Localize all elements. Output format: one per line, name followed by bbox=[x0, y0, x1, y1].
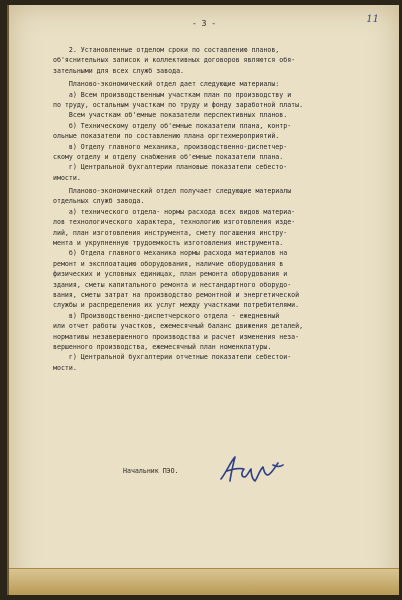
text-line: вания, сметы затрат на производство ремонтной и энергетической bbox=[53, 290, 300, 299]
text-line: Всем участкам об'емные показатели перспективных планов. bbox=[53, 111, 288, 120]
text-line: отдельных служб завода. bbox=[53, 197, 145, 206]
text-line: зательными для всех служб завода. bbox=[53, 66, 185, 75]
text-line: Планово-экономический отдел получает следующие материалы bbox=[53, 187, 292, 196]
text-line: вершенного производства, ежемесячный план номенклатуры. bbox=[53, 342, 272, 351]
text-line: Планово-экономический отдел дает следующие материалы: bbox=[53, 80, 280, 89]
paragraph bbox=[53, 248, 383, 310]
text-line: лий, план изготовления инструмента, смету погашения инстру- bbox=[53, 228, 288, 237]
document-body bbox=[53, 45, 383, 373]
text-line: в) Производственно-диспетчерского отдела - ежедневный bbox=[53, 311, 280, 320]
text-line: в) Отделу главного механика, производственно-диспетчер- bbox=[53, 142, 288, 151]
text-line: нормативы незавершенного производства и расчет изменения неза- bbox=[53, 332, 300, 341]
signature-label: Начальник ПЭО. bbox=[123, 467, 179, 475]
handwritten-signature bbox=[217, 453, 287, 487]
text-line: г) Центральной бухгалтерии отчетные показатели себестои- bbox=[53, 353, 292, 362]
text-line: ремонт и эксплоатацию оборудования, наличие оборудования в bbox=[53, 259, 284, 268]
paragraph bbox=[53, 186, 383, 248]
text-line: имости. bbox=[53, 173, 81, 182]
text-line: физических и условных единицах, план ремонта оборудования и bbox=[53, 270, 288, 279]
text-line: по труду, остальным участкам по труду и фонду заработной платы. bbox=[53, 100, 304, 109]
text-line: ольные показатели по составлению плана оргтехмероприятий. bbox=[53, 132, 280, 141]
text-line: службы и распределения их услуг между участками потребителями. bbox=[53, 301, 300, 310]
page-bottom-edge bbox=[9, 568, 399, 595]
page-number: - 3 - bbox=[191, 19, 217, 28]
text-line: скому отделу и отделу снабжения об'емные показатели плана. bbox=[53, 152, 284, 161]
paragraph bbox=[53, 79, 383, 183]
text-line: а) технического отдела- нормы расхода всех видов материа- bbox=[53, 207, 296, 216]
text-line: лов технологического характера, технологию изготовления изде- bbox=[53, 218, 296, 227]
text-line: мости. bbox=[53, 363, 77, 372]
paragraph bbox=[53, 311, 383, 373]
text-line: 2. Установленные отделом сроки по составлению планов, bbox=[53, 46, 280, 54]
paragraph bbox=[53, 45, 383, 76]
text-line: а) Всем производственным участкам план по производству и bbox=[53, 90, 292, 99]
text-line: б) Техническому отделу об'емные показатели плана, контр- bbox=[53, 121, 292, 130]
text-line: б) Отдела главного механика нормы расхода материалов на bbox=[53, 249, 288, 258]
text-line: об'яснительных записок и коллективных договоров являются обя- bbox=[53, 56, 296, 65]
text-line: или отчет работы участков, ежемесячный баланс движения деталей, bbox=[53, 322, 304, 331]
text-line: здания, сметы капитального ремонта и нестандартного оборудо- bbox=[53, 280, 292, 289]
archive-page-mark: 11 bbox=[366, 14, 379, 25]
text-line: мента и укрупненную трудоемкость изготовления инструмента. bbox=[53, 239, 284, 248]
document-page bbox=[7, 5, 399, 595]
text-line: г) Центральной бухгалтерии плановые показатели себесто- bbox=[53, 163, 288, 172]
